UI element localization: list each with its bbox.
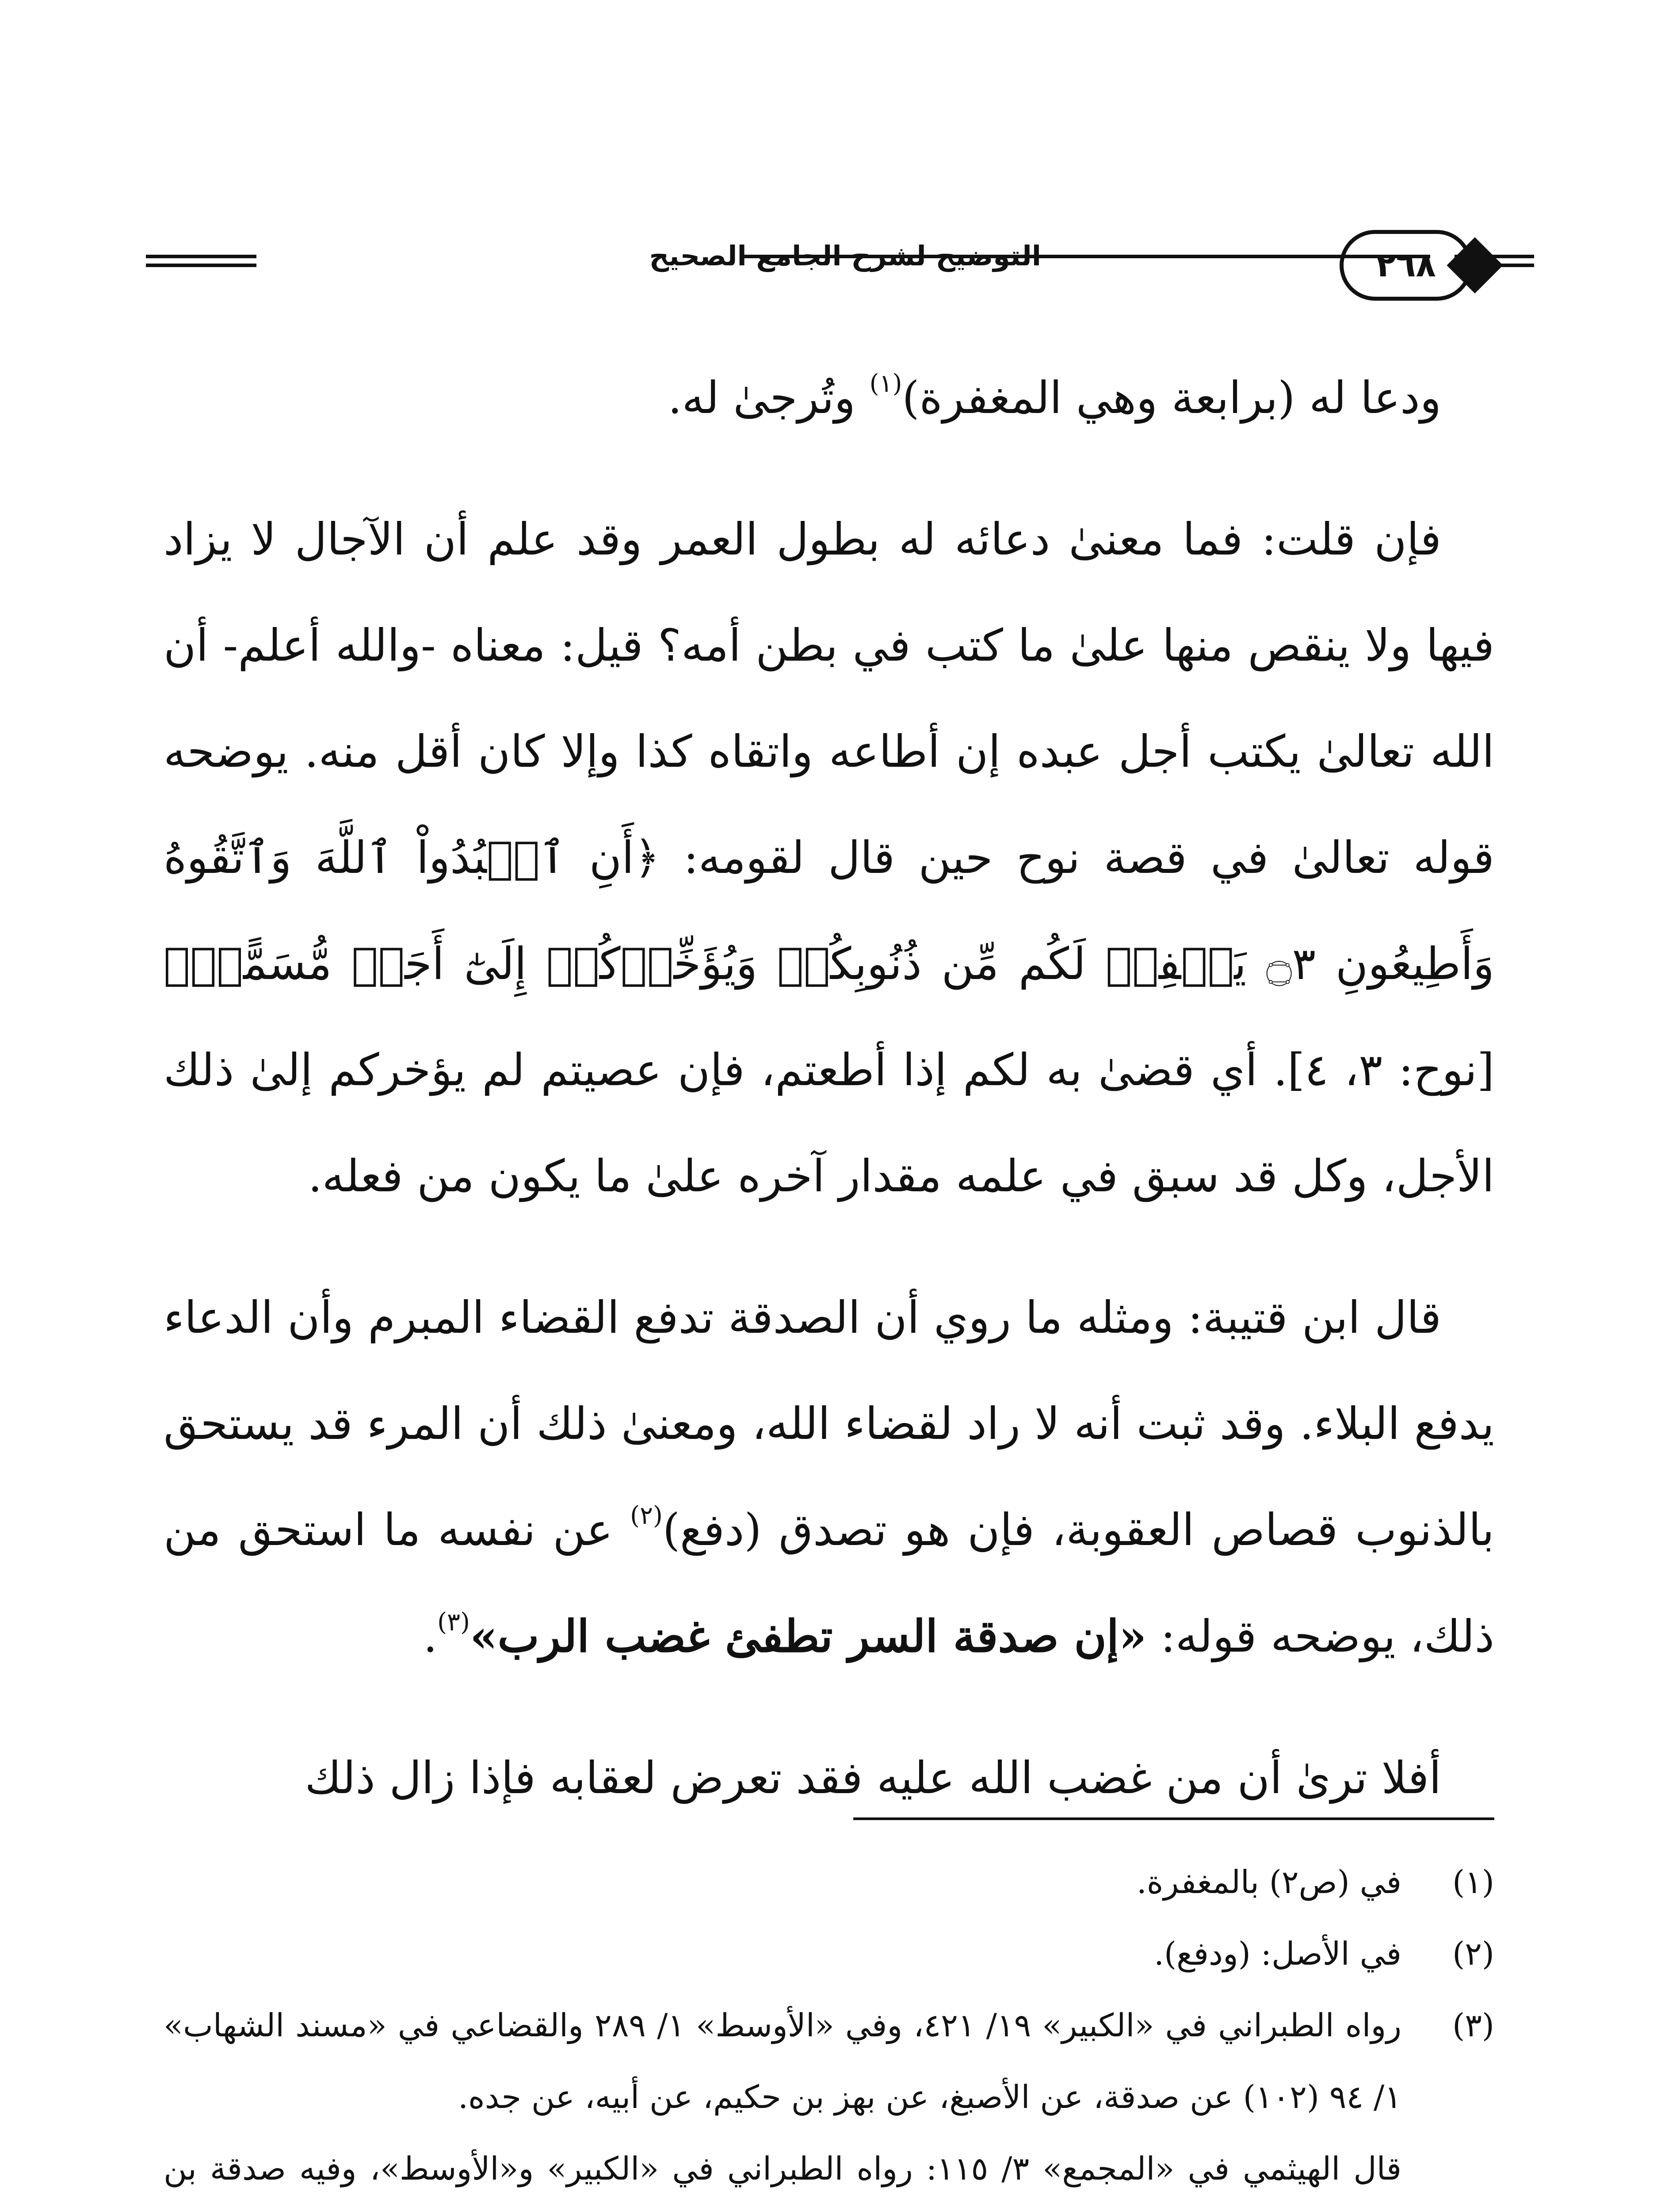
- paragraph-4: [164, 1725, 1494, 1831]
- footnote-3: [164, 1989, 1494, 2211]
- hadith-quote: «إن صدقة السر تطفئ غضب الرب»: [470, 1610, 1147, 1662]
- footnote-1: [164, 1846, 1494, 1918]
- book-title: التوضيح لشرح الجامع الصحيح: [649, 240, 1041, 272]
- paragraph-2-text-b: [نوح: ٣، ٤]. أي قضىٰ به لكم إذا أطعتم، فإن عصيتم لم يؤخركم إلىٰ ذلك الأجل، وكل قد سبق في علمه مقدار آخره علىٰ ما يكون من فعله.: [164, 1044, 1494, 1202]
- header-rule-left-outer: [146, 255, 256, 258]
- footnote-text: رواه الطبراني في «الكبير» ١٩/ ٤٢١، وفي «الأوسط» ١/ ٢٨٩ والقضاعي في «مسند الشهاب» ١/ ٩٤ (١٠٢) عن صدقة، عن الأصبغ، عن بهز بن حكيم، عن أبيه، عن جده.: [164, 2007, 1401, 2115]
- paragraph-4-text: أفلا ترىٰ أن من غضب الله عليه فقد تعرض لعقابه فإذا زال ذلك: [305, 1752, 1441, 1804]
- paragraph-3: [164, 1265, 1494, 1690]
- paragraph-3-text-b: عن نفسه ما استحق من ذلك، يوضحه قوله:: [164, 1504, 1494, 1662]
- paragraph-3-text-a: قال ابن قتيبة: ومثله ما روي أن الصدقة تدفع القضاء المبرم وأن الدعاء يدفع البلاء. وقد ثبت أنه لا راد لقضاء الله، ومعنىٰ ذلك أن المرء قد يستحق بالذنوب قصاص العقوبة، فإن هو تصدق (دفع): [164, 1292, 1495, 1556]
- paragraph-1-text-a: ودعا له (برابعة وهي المغفرة): [902, 372, 1441, 424]
- page-number: ٢٦٨: [1376, 246, 1436, 284]
- footnote-ref-2[interactable]: (٢): [630, 1501, 663, 1530]
- footnote-2: [164, 1918, 1494, 1989]
- footnote-text: قال الهيثمي في «المجمع» ٣/ ١١٥: رواه الطبراني في «الكبير» و«الأوسط»، وفيه صدقة بن: [164, 2150, 1401, 2187]
- footnote-ref-1[interactable]: (١): [869, 369, 902, 398]
- paragraph-1: [164, 345, 1494, 451]
- main-text: [164, 345, 1494, 1867]
- footnote-separator: [853, 1817, 1494, 1820]
- footnote-ref-3[interactable]: (٣): [437, 1608, 470, 1637]
- footnote-text: في (ص٢) بالمغفرة.: [1136, 1863, 1401, 1901]
- footnotes: [164, 1846, 1494, 2211]
- footnote-text: في الأصل: (ودفع).: [1154, 1935, 1401, 1972]
- page-header: [146, 212, 1534, 318]
- footnote-number: (١): [1452, 1863, 1494, 1901]
- paragraph-3-text-c: .: [423, 1610, 438, 1662]
- quran-verse: ﴿أَنِ ٱعۡبُدُواْ ٱللَّهَ وَٱتَّقُوهُ وَأَطِيعُونِ ۝٣ يَغۡفِرۡ لَكُم مِّن ذُنُوبِكُمۡ وَيُؤَخِّرۡكُمۡ إِلَىٰٓ أَجَلٖ مُّسَمًّىۚ﴾: [164, 832, 1494, 990]
- paragraph-1-text-b: وتُرجىٰ له.: [668, 372, 870, 424]
- page-number-badge: [1340, 230, 1472, 301]
- paragraph-2: [164, 486, 1494, 1229]
- footnote-number: (٣): [1452, 2007, 1494, 2044]
- paragraph-2-text-a: فإن قلت: فما معنىٰ دعائه له بطول العمر وقد علم أن الآجال لا يزاد فيها ولا ينقص منها علىٰ ما كتب في بطن أمه؟ قيل: معناه -والله أعلم- أن الله تعالىٰ يكتب أجل عبده إن أطاعه واتقاه كذا وإلا كان أقل منه. يوضحه قوله تعالىٰ في قصة نوح حين قال لقومه:: [164, 513, 1494, 884]
- footnote-number: (٢): [1452, 1935, 1494, 1972]
